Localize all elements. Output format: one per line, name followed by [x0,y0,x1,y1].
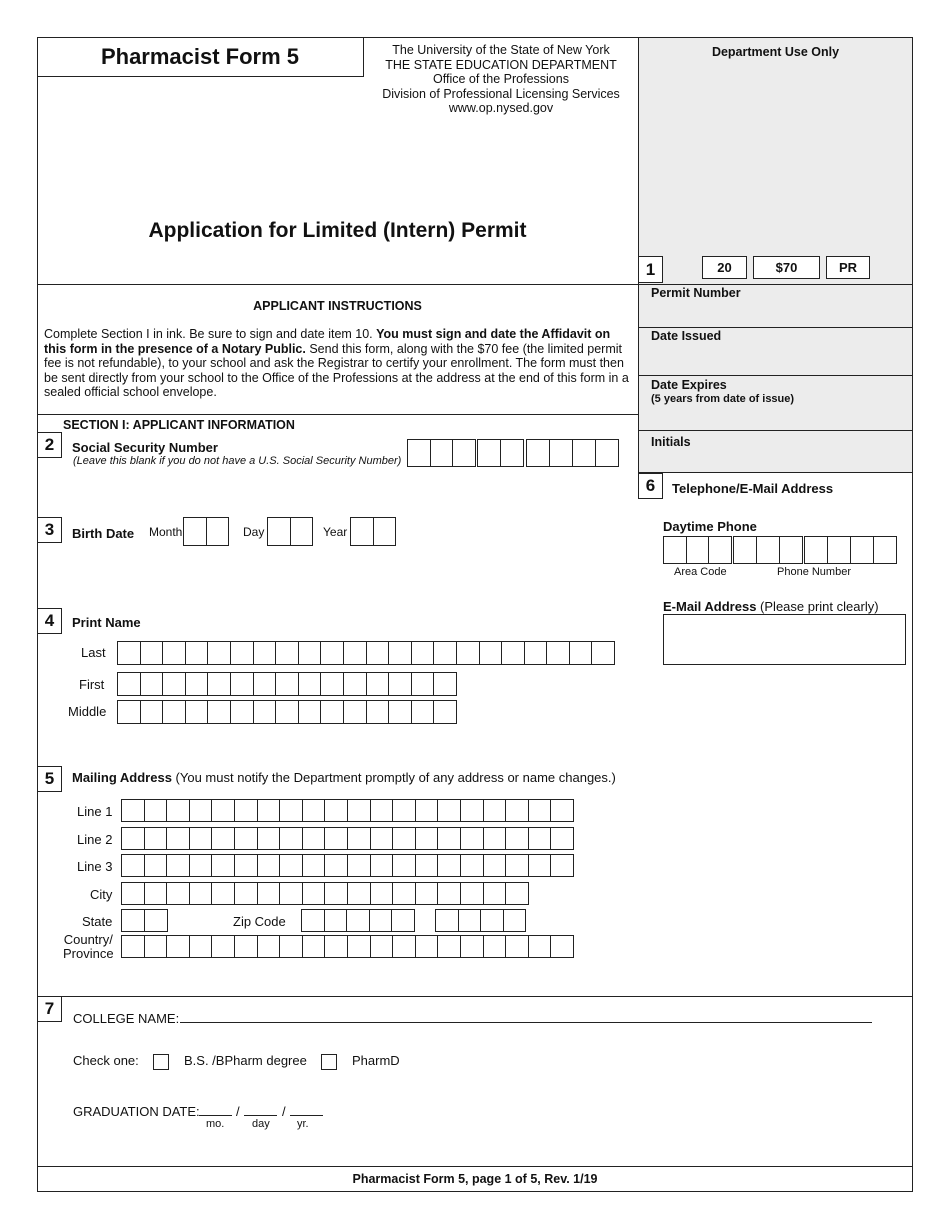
area-code-boxes[interactable] [663,536,732,564]
grad-day-line[interactable] [244,1115,277,1116]
college-name-label: COLLEGE NAME: [73,1011,180,1026]
first-name-boxes[interactable] [117,672,457,696]
department-use-area [639,38,912,472]
mailing-address-note: (You must notify the Department promptly of any address or name changes.) [171,770,616,785]
instructions-heading: APPLICANT INSTRUCTIONS [253,299,422,313]
zip-boxes[interactable] [301,909,415,932]
city-boxes[interactable] [121,882,529,905]
grad-day-label: day [252,1118,270,1130]
pharmd-label: PharmD [352,1053,400,1068]
date-issued-label: Date Issued [651,329,722,343]
line1-label: Line 1 [77,804,113,819]
dept-box-20: 20 [702,256,747,279]
item-number-5: 5 [37,766,62,792]
agency-block [364,43,638,116]
line2-label: Line 2 [77,832,113,847]
department-use-title: Department Use Only [711,45,840,59]
day-label: Day [243,525,265,539]
graduation-date-label: GRADUATION DATE: [73,1104,200,1119]
country-boxes[interactable] [121,935,574,958]
state-boxes[interactable] [121,909,168,932]
state-label: State [82,914,113,929]
agency-line: THE STATE EDUCATION DEPARTMENT [385,57,617,72]
daytime-phone-label: Daytime Phone [663,519,757,534]
middle-name-boxes[interactable] [117,700,457,724]
last-name-label: Last [81,645,106,660]
email-label-bold: E-Mail Address [663,599,757,614]
area-code-label: Area Code [674,566,727,578]
dept-box-pr: PR [826,256,870,279]
form-title: Pharmacist Form 5 [100,43,300,69]
bs-degree-label: B.S. /BPharm degree [184,1053,307,1068]
item-number-2: 2 [37,432,62,458]
form-title-box [37,37,364,77]
instructions-part: Send this form, along with the $70 fee (the limited permit fee is not refundable), to your school and ask the Registrar to certify your enrollment. The form must then be sent directly from your school to the Office of the Professions at the address at the end of this form in a sealed official school envelope. [44,341,629,400]
middle-name-label: Middle [68,704,107,719]
first-name-label: First [79,677,105,692]
grad-month-line[interactable] [199,1115,232,1116]
ssn-boxes-3[interactable] [526,439,619,467]
agency-line: Office of the Professions [433,72,569,86]
ssn-note: (Leave this blank if you do not have a U.S. Social Security Number) [73,455,402,467]
date-expires-label: Date Expires [651,378,727,392]
grad-year-line[interactable] [290,1115,323,1116]
email-label [663,599,879,614]
date-expires-note: (5 years from date of issue) [651,393,795,405]
line2-boxes[interactable] [121,827,574,850]
dept-box-fee: $70 [753,256,820,279]
pharmd-checkbox[interactable] [321,1054,337,1070]
instructions-part: Complete Section I in ink. Be sure to sign and date item 10. [44,327,377,341]
country-label [63,933,114,961]
last-name-boxes[interactable] [117,641,615,665]
city-label: City [90,887,113,902]
instructions-bold: You must sign and date the Affidavit on this form in the presence of a Notary Public. [44,327,611,356]
agency-line: Division of Professional Licensing Services [382,86,620,101]
section-1-heading: SECTION I: APPLICANT INFORMATION [63,418,295,432]
initials-label: Initials [651,435,691,449]
grad-slash: / [236,1104,240,1119]
application-title: Application for Limited (Intern) Permit [148,219,527,242]
grad-slash: / [282,1104,286,1119]
agency-line: The University of the State of New York [392,43,610,57]
country-label-2: Province [63,946,114,961]
mailing-address-label [72,770,616,785]
email-input-box[interactable] [663,614,906,665]
year-label: Year [323,525,348,539]
check-one-label: Check one: [73,1053,139,1068]
zip-extension-boxes[interactable] [435,909,526,932]
agency-website: www.op.nysed.gov [448,101,554,115]
year-boxes[interactable] [350,517,396,546]
month-boxes[interactable] [183,517,229,546]
phone-number-label: Phone Number [777,566,851,578]
item-number-3: 3 [37,517,62,543]
country-label-1: Country/ [63,932,113,947]
ssn-label: Social Security Number [72,440,218,455]
college-name-line[interactable] [180,1022,872,1023]
print-name-label: Print Name [72,615,141,630]
grad-yr-label: yr. [297,1118,309,1130]
permit-number-label: Permit Number [651,286,741,300]
birth-date-label: Birth Date [72,526,135,541]
item-number-7: 7 [37,996,62,1022]
page-footer: Pharmacist Form 5, page 1 of 5, Rev. 1/19 [352,1172,598,1186]
ssn-boxes-1[interactable] [407,439,476,467]
mailing-address-bold: Mailing Address [72,770,172,785]
item-number-4: 4 [37,608,62,634]
month-label: Month [149,525,183,539]
item-number-1: 1 [638,256,663,283]
phone-line-boxes[interactable] [804,536,897,564]
email-label-note: (Please print clearly) [756,599,879,614]
ssn-boxes-2[interactable] [477,439,524,467]
line1-boxes[interactable] [121,799,574,822]
zip-code-label: Zip Code [233,914,286,929]
line3-boxes[interactable] [121,854,574,877]
instructions-text [44,327,632,400]
phone-prefix-boxes[interactable] [733,536,803,564]
day-boxes[interactable] [267,517,313,546]
line3-label: Line 3 [77,859,113,874]
contact-label: Telephone/E-Mail Address [672,481,834,496]
item-number-6: 6 [638,473,663,499]
grad-mo-label: mo. [206,1118,225,1130]
bs-degree-checkbox[interactable] [153,1054,169,1070]
